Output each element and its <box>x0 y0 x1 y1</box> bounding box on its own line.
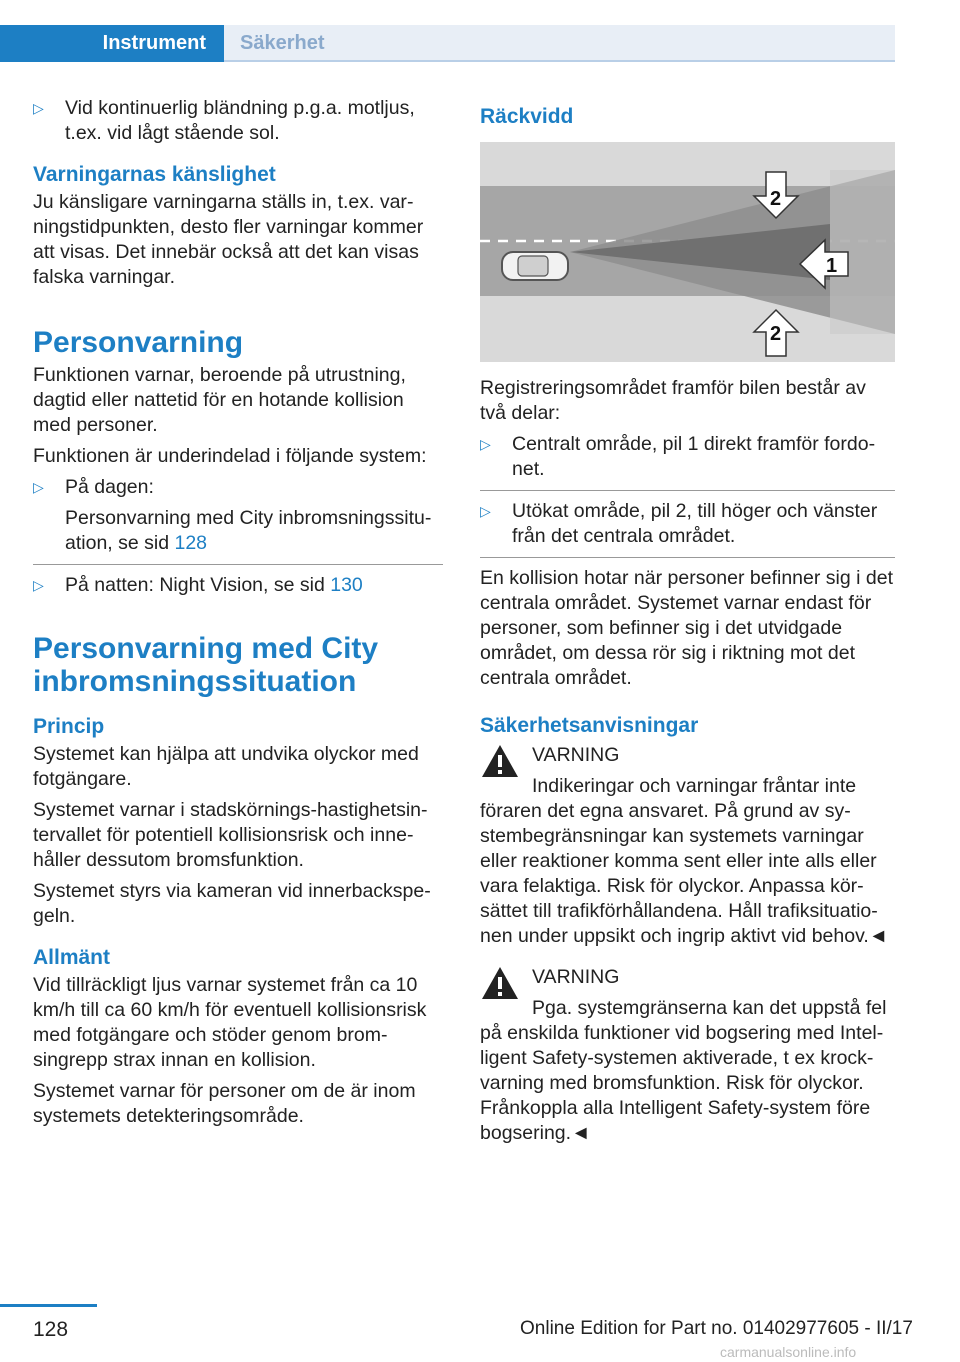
figure-label-2-top: 2 <box>770 188 782 210</box>
bullet-triangle-icon: ▷ <box>33 577 44 593</box>
bullet-text: Vid kontinuerlig bländning p.g.a. motljus, t.ex. vid lågt stående sol. <box>65 97 415 144</box>
bullet-text <box>65 506 443 556</box>
edition-text: Online Edition for Part no. 01402977605 - II/17 <box>520 1318 913 1339</box>
figure-label-2-bottom: 2 <box>770 323 782 345</box>
bullet-body: Personvarning med City inbromsningssituation, se sid <box>65 507 432 554</box>
paragraph: Systemet varnar i stadskörnings-hastighetsintervallet för potentiell kollisionsrisk och innehåller dessutom bromsfunktion. <box>33 799 428 871</box>
bullet-body: På natten: Night Vision, se sid <box>65 574 331 596</box>
warning-triangle-icon <box>480 965 520 1001</box>
warning-title: VARNING <box>532 966 620 988</box>
detection-range-figure <box>480 142 895 362</box>
bullet-label: På dagen: <box>65 476 154 498</box>
paragraph: Funktionen är underindelad i följande system: <box>33 445 427 467</box>
paragraph: Registreringsområdet framför bilen består av två delar: <box>480 377 866 424</box>
paragraph: En kollision hotar när personer befinner sig i det centrala området. Systemet varnar endast för personer, som befinner sig i det utvidgade området, om dessa rör sig i riktning mot det centrala området. <box>480 567 893 689</box>
section-title: Personvarning med City inbromsningssituation <box>33 632 379 698</box>
warning-text: Indikeringar och varningar fråntar inte föraren det egna ansvaret. På grund av systembegränsningar kan systemets varningar eller reaktioner komma sent eller inte alls eller vara felaktiga. Risk för olyckor. Anpassa körsättet till trafikförhållandena. Håll trafiksituationen under uppsikt och ingrip aktivt vid behov.◄ <box>480 775 889 947</box>
paragraph: Systemet varnar för personer om de är inom systemets detekteringsområde. <box>33 1080 416 1127</box>
section-heading: Allmänt <box>33 946 111 969</box>
list-item <box>33 573 443 598</box>
warning-block <box>480 743 895 949</box>
tab-instrument[interactable]: Instrument <box>0 25 224 62</box>
warning-block <box>480 965 895 1146</box>
warning-text: Pga. systemgränserna kan det uppstå fel på enskilda funktioner vid bogsering med Intelligent Safety-systemen aktiverade, t ex krockvarning med bromsfunktion. Risk för olyckor. Frånkoppla alla Intelligent Safety-system före bogsering.◄ <box>480 997 887 1144</box>
right-column <box>480 96 895 1152</box>
figure-label-1: 1 <box>826 255 838 277</box>
paragraph: Funktionen varnar, beroende på utrustning, dagtid eller nattetid för en hotande kollision med personer. <box>33 364 406 436</box>
warning-triangle-icon <box>480 743 520 779</box>
paragraph: Ju känsligare varningarna ställs in, t.ex. varningstidpunkten, desto fler varningar kommer att visas. Det innebär också att det kan visas falska varningar. <box>33 191 424 288</box>
bullet-text: Centralt område, pil 1 direkt framför fordonet. <box>512 433 876 480</box>
tab-underline <box>224 60 895 62</box>
left-column <box>33 96 443 1135</box>
bullet-triangle-icon: ▷ <box>33 100 44 116</box>
footer-rule <box>0 1304 97 1307</box>
list-item <box>33 96 443 146</box>
paragraph: Systemet styrs via kameran vid innerbackspegeln. <box>33 880 431 927</box>
bullet-triangle-icon: ▷ <box>33 479 44 495</box>
watermark: carmanualsonline.info <box>720 1344 857 1360</box>
list-item <box>480 432 895 491</box>
bullet-text: Utökat område, pil 2, till höger och vänster från det centrala området. <box>512 500 878 547</box>
section-title: Personvarning <box>33 326 244 359</box>
car-icon <box>502 252 568 280</box>
section-heading: Räckvidd <box>480 105 574 128</box>
page-link-128[interactable]: 128 <box>174 532 208 554</box>
page-number: 128 <box>33 1318 69 1341</box>
section-heading: Säkerhetsanvisningar <box>480 714 699 737</box>
warning-title: VARNING <box>532 744 620 766</box>
section-heading: Varningarnas känslighet <box>33 163 276 186</box>
chapter-tabs <box>0 25 895 62</box>
paragraph: Vid tillräckligt ljus varnar systemet från ca 10 km/h till ca 60 km/h för eventuell kollisionsrisk med fotgängare och stöder genom bromsingrepp strax innan en kollision. <box>33 974 427 1071</box>
section-heading: Princip <box>33 715 105 738</box>
list-item <box>33 475 443 565</box>
tab-sakerhet[interactable]: Säkerhet <box>224 25 895 62</box>
paragraph: Systemet kan hjälpa att undvika olyckor med fotgängare. <box>33 743 419 790</box>
bullet-triangle-icon: ▷ <box>480 436 491 452</box>
list-item <box>480 499 895 558</box>
bullet-triangle-icon: ▷ <box>480 503 491 519</box>
page-link-130[interactable]: 130 <box>330 574 363 596</box>
